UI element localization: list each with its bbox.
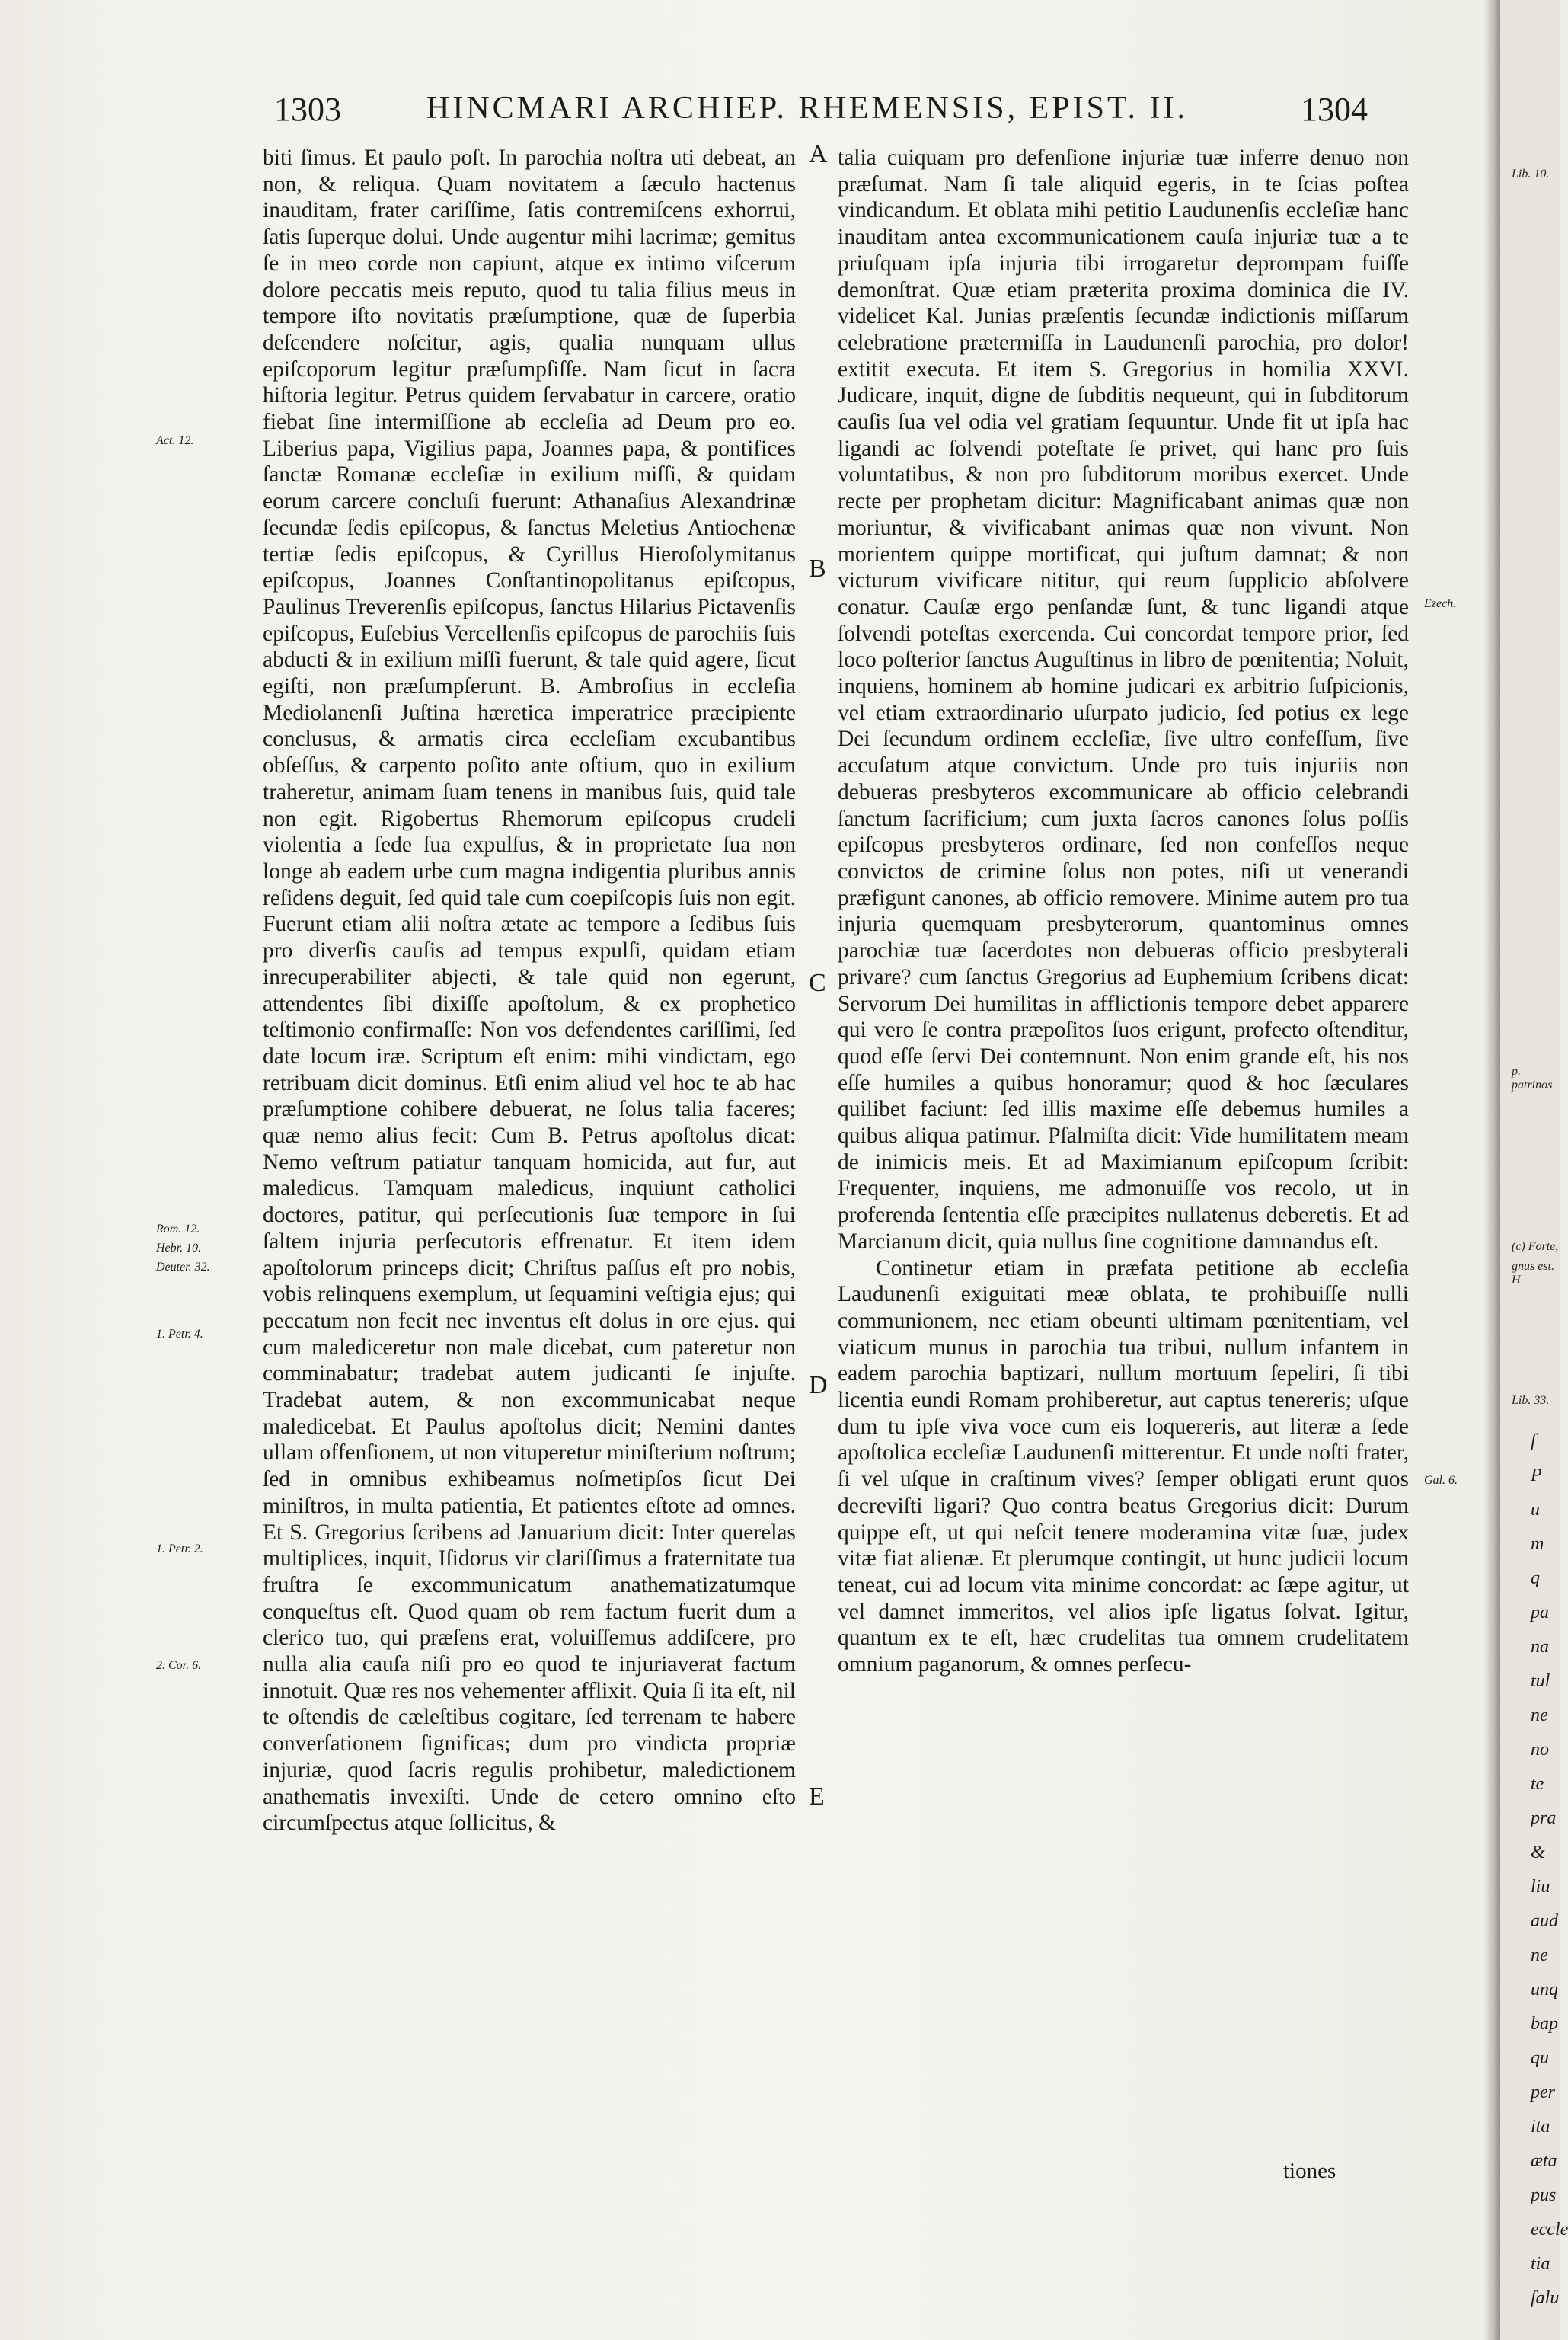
edge-fragment: per [1531, 2083, 1555, 2102]
edge-fragment: liu [1531, 1877, 1550, 1897]
section-marker-e: E [809, 1782, 825, 1811]
edge-fragment: ſ [1531, 1431, 1536, 1451]
right-column [838, 145, 1409, 1678]
next-page-fragment: Lib. 10. [1512, 168, 1550, 181]
edge-fragment: ne [1531, 1945, 1548, 1965]
edge-fragment: u [1531, 1500, 1540, 1520]
edge-fragment: & [1531, 1843, 1545, 1862]
next-page-fragment: Lib. 33. [1512, 1394, 1550, 1407]
right-paragraph: Continetur etiam in præfata petitione ab eccleſia Laudunenſi exiguitati meæ oblata, te prohibuiſſe nulli communionem, nec etiam obeunti ultimam pœnitentiam, vel viaticum munus in parochia tua tribui, nullum infantem in eadem parochia baptizari, nullum mortuum ſepeliri, ſi tibi licentia eundi Romam prohiberetur, aut captus tenereris; uſque dum tu ipſe viva voce cum eis loquereris, aut literæ a ſede apoſtolica eccleſiæ Laudunenſi mitterentur. Et unde noſti frater, ſi vel uſque in craſtinum vives? ſemper obligati erunt quos decreviſti ligari? Quo contra beatus Gregorius dicit: Durum quippe eſt, ut qui neſcit tenere moderamina vitæ ſuæ, judex vitæ fiat alienæ. Et plerumque contingit, ut hunc judicii locum teneat, cui ad locum vita minime concordat: ac ſæpe agitur, ut vel damnet immeritos, vel alios ipſe ligatus ſolvat. Igitur, quantum ex te eſt, hæc crudelitas tua omnem crudelitatem omnium paganorum, & omnes perſecu- [838, 1255, 1409, 1677]
edge-fragment: ita [1531, 2117, 1550, 2137]
edge-fragment: ne [1531, 1705, 1548, 1725]
next-page-fragment: (c) Forte, [1512, 1240, 1559, 1253]
edge-fragment: pra [1531, 1808, 1557, 1828]
edge-fragment: qu [1531, 2048, 1549, 2068]
margin-note-left: Rom. 12. [156, 1223, 200, 1236]
edge-fragment: unq [1531, 1980, 1558, 2000]
right-paragraph: talia cuiquam pro defenſione injuriæ tuæ inferre denuo non præſumat. Nam ſi tale aliquid egeris, in te ſcias poſtea vindicandum. Et oblata mihi petitio Laudunenſis eccleſiæ hanc inauditam antea excommunicationem cauſa injuriæ tuæ a te priuſquam ipſa injuria tibi irrogaretur deprompam fuiſſe demonſtrat. Quæ etiam præterita proxima dominica die IV. videlicet Kal. Junias præſentis ſecundæ indictionis miſſarum celebratione prætermiſſa in Laudunenſi parochia, pro dolor! extitit executa. Et item S. Gregorius in homilia XXVI. Judicare, inquit, digne de ſubditis nequeunt, qui in ſubditorum cauſis ſua vel odia vel gratiam ſequuntur. Unde fit ut ipſa hac ligandi ac ſolvendi poteſtate ſe privet, qui hanc pro ſuis voluntatibus, & non pro ſubditorum moribus exercet. Unde recte per prophetam dicitur: Magnificabant animas quæ non moriuntur, & vivificabant animas quæ non vivunt. Non morientem quippe mortificat, qui juſtum damnat; & non victurum vivificare nititur, qui reum ſupplicio abſolvere conatur. Cauſæ ergo penſandæ ſunt, & tunc ligandi atque ſolvendi poteſtas exercenda. Cui concordat tempore prior, ſed loco poſterior ſanctus Auguſtinus in libro de pœnitentia; Noluit, inquiens, hominem ab homine judicari ex arbitrio ſuſpicionis, vel etiam extraordinario uſurpato judicio, ſed potius ex lege Dei ſecundum ordinem eccleſiæ, ſive ultro confeſſum, ſive accuſatum atque convictum. Unde pro tuis injuriis non debueras presbyteros excommunicare ab officio celebrandi ſanctum ſacrificium; cum juxta ſacros canones ſolus poſſis epiſcopus presbyteros ordinare, ſed non confeſſos neque convictos de crimine ſolus non potes, niſi ut venerandi præfigunt canones, ab officio removere. Minime autem pro tua injuria quemquam presbyterorum, quantominus omnes parochiæ tuæ ſacerdotes non debueras officio presbyterali privare? cum ſanctus Gregorius ad Euphemium ſcribens dicat: Servorum Dei humilitas in afflictionis tempore debet apparere qui vero ſe contra præpoſitos ſuos erigunt, profecto oſtenditur, quod eſſe ſervi Dei contemnunt. Non enim grande eſt, his nos eſſe humiles a quibus honoramur; quod & hoc ſæculares quilibet faciunt: ſed illis maxime eſſe debemus humiles a quibus aliqua patimur. Pſalmiſta dicit: Vide humilitatem meam de inimicis meis. Et ad Maximianum epiſcopum ſcribit: Frequenter, inquiens, me admonuiſſe vos recolo, ut in proferenda ſententia eſſe præcipites nullatenus deberetis. Et ad Marcianum dicit, quia nullus ſine cognitione damnandus eſt. [838, 145, 1409, 1254]
margin-note-left: Deuter. 32. [156, 1261, 210, 1274]
edge-fragment: tul [1531, 1671, 1550, 1691]
edge-fragment: ſalu [1531, 2288, 1560, 2308]
margin-note-right: Ezech. [1424, 597, 1457, 610]
next-page-fragment: gnus est. H [1512, 1260, 1554, 1287]
section-marker-d: D [809, 1371, 828, 1399]
margin-note-right: Gal. 6. [1424, 1474, 1458, 1487]
margin-note-left: Hebr. 10. [156, 1242, 202, 1255]
page-number-left: 1303 [274, 91, 341, 128]
edge-fragment: eccle [1531, 2220, 1568, 2239]
running-title: HINCMARI ARCHIEP. RHEMENSIS, EPIST. II. [426, 91, 1188, 126]
edge-fragment: æta [1531, 2151, 1557, 2171]
edge-fragment: no [1531, 1740, 1549, 1760]
page-number-right: 1304 [1301, 91, 1368, 128]
edge-fragment: pus [1531, 2185, 1557, 2205]
edge-fragment: P [1531, 1466, 1542, 1485]
section-marker-b: B [809, 555, 826, 583]
section-marker-c: C [809, 969, 826, 997]
edge-fragment: pa [1531, 1603, 1549, 1622]
left-paragraph: biti ſimus. Et paulo poſt. In parochia noſtra uti debeat, an non, & reliqua. Quam novitatem a ſæculo hactenus inauditam, frater cariſſime, ſatis contremiſcens exhorrui, ſatis ſuperque dolui. Unde augentur mihi lacrimæ; gemitus ſe in meo corde non capiunt, atque ex intimo viſcerum dolore peccatis meis reputo, quod tu talia filius meus in tempore iſto novitatis præſumptione, quæ de ſuperbia deſcendere noſcitur, agis, qualia nunquam ullus epiſcoporum legitur præſumpſiſſe. Nam ſicut in ſacra hiſtoria legitur. Petrus quidem ſervabatur in carcere, oratio fiebat ſine intermiſſione ab eccleſia ad Deum pro eo. Liberius papa, Vigilius papa, Joannes papa, & pontifices ſanctæ Romanæ eccleſiæ in exilium miſſi, & quidam eorum carcere concluſi fuerunt: Athanaſius Alexandrinæ ſecundæ ſedis epiſcopus, & ſanctus Meletius Antiochenæ tertiæ ſedis epiſcopus, & Cyrillus Hieroſolymitanus epiſcopus, Joannes Conſtantinopolitanus epiſcopus, Paulinus Treverenſis epiſcopus, ſanctus Hilarius Pictavenſis epiſcopus, Euſebius Vercellenſis epiſcopus de parochiis ſuis abducti & in exilium miſſi fuerunt, & tale quid agere, ſicut egiſti, non præſumpſerunt. B. Ambroſius in eccleſia Mediolanenſi Juſtina hæretica imperatrice præcipiente conclusus, & armatis circa eccleſiam excubantibus obſeſſus, & carpento poſito ante oſtium, quo in exilium traheretur, animam ſuam tenens in manibus ſuis, quid tale non egit. Rigobertus Rhemorum epiſcopus crudeli violentia a ſede ſua expulſus, & in proprietate ſua non longe ab eadem urbe cum magna indigentia pluribus annis reſidens deguit, ſed quid tale cum coepiſcopis ſuis non egit. Fuerunt etiam alii noſtra ætate ac tempore a ſedibus ſuis pro diverſis cauſis ad tempus expulſi, quidam etiam inrecuperabiliter abjecti, & tale quid non egerunt, attendentes ſibi dixiſſe apoſtolum, & ex prophetico teſtimonio confirmaſſe: Non vos defendentes cariſſimi, ſed date locum iræ. Scriptum eſt enim: mihi vindictam, ego retribuam dicit dominus. Etſi enim aliud vel hoc te ab hac præſumptione cohibere debuerat, ne ſolus talia faceres; quæ nemo alius fecit: Cum B. Petrus apoſtolus dicat: Nemo veſtrum patiatur tanquam homicida, aut fur, aut maledicus. Tamquam maledicus, inquiunt catholici doctores, patitur, qui perſecutionis ſuæ tempore in ſui ſaltem injuria perſecutoris effrenatur. Et item idem apoſtolorum princeps dicit; Chriſtus paſſus eſt pro nobis, vobis relinquens exemplum, ut ſequamini veſtigia ejus; qui peccatum non fecit nec inventus eſt dolus in ore ejus. qui cum malediceretur non male dicebat, cum pateretur non comminabatur; tradebat autem judicanti ſe injuſte. Tradebat autem, & non excommunicabat neque maledicebat. Et Paulus apoſtolus dicit; Nemini dantes ullam offenſionem, ut non vituperetur miniſterium noſtrum; ſed in omnibus exhibeamus noſmetipſos ſicut Dei miniſtros, in multa patientia, Et patientes eſtote ad omnes. Et S. Gregorius ſcribens ad Januarium dicit: Inter querelas multiplices, inquit, Iſidorus vir clariſſimus a fraternitate tua fruſtra ſe excommunicatum anathematizatumque conqueſtus eſt. Quod quam ob rem factum fuerit dum a clerico tuo, qui præſens erat, voluiſſemus addiſcere, pro nulla alia cauſa niſi pro eo quod te injuriaverat factum innotuit. Quæ res nos vehementer afflixit. Quia ſi ita eſt, nil te oſtendis de cæleſtibus cogitare, ſed terrenam te habere converſationem ſignificas; dum pro vindicta propriæ injuriæ, quod ſacris regulis prohibetur, maledictionem anathematis invexiſti. Unde de cetero omnino eſto circumſpectus atque ſollicitus, & [263, 145, 796, 1836]
edge-fragment: bap [1531, 2014, 1558, 2034]
margin-note-left: 1. Petr. 2. [156, 1542, 203, 1555]
edge-fragment: q [1531, 1568, 1540, 1588]
left-column [263, 145, 796, 1837]
margin-note-left: Act. 12. [156, 434, 194, 447]
margin-note-left: 1. Petr. 4. [156, 1328, 203, 1341]
spine-shadow [1483, 0, 1500, 2340]
next-page-edge-text [1531, 1424, 1568, 2316]
next-page-fragment: p. patrinos [1512, 1065, 1553, 1092]
catchword: tiones [1283, 2159, 1336, 2183]
edge-fragment: tia [1531, 2254, 1550, 2274]
section-marker-a: A [809, 140, 828, 168]
edge-fragment: te [1531, 1774, 1544, 1794]
margin-note-left: 2. Cor. 6. [156, 1659, 202, 1672]
edge-fragment: m [1531, 1534, 1544, 1554]
edge-fragment: aud [1531, 1911, 1558, 1931]
edge-fragment: na [1531, 1637, 1549, 1657]
